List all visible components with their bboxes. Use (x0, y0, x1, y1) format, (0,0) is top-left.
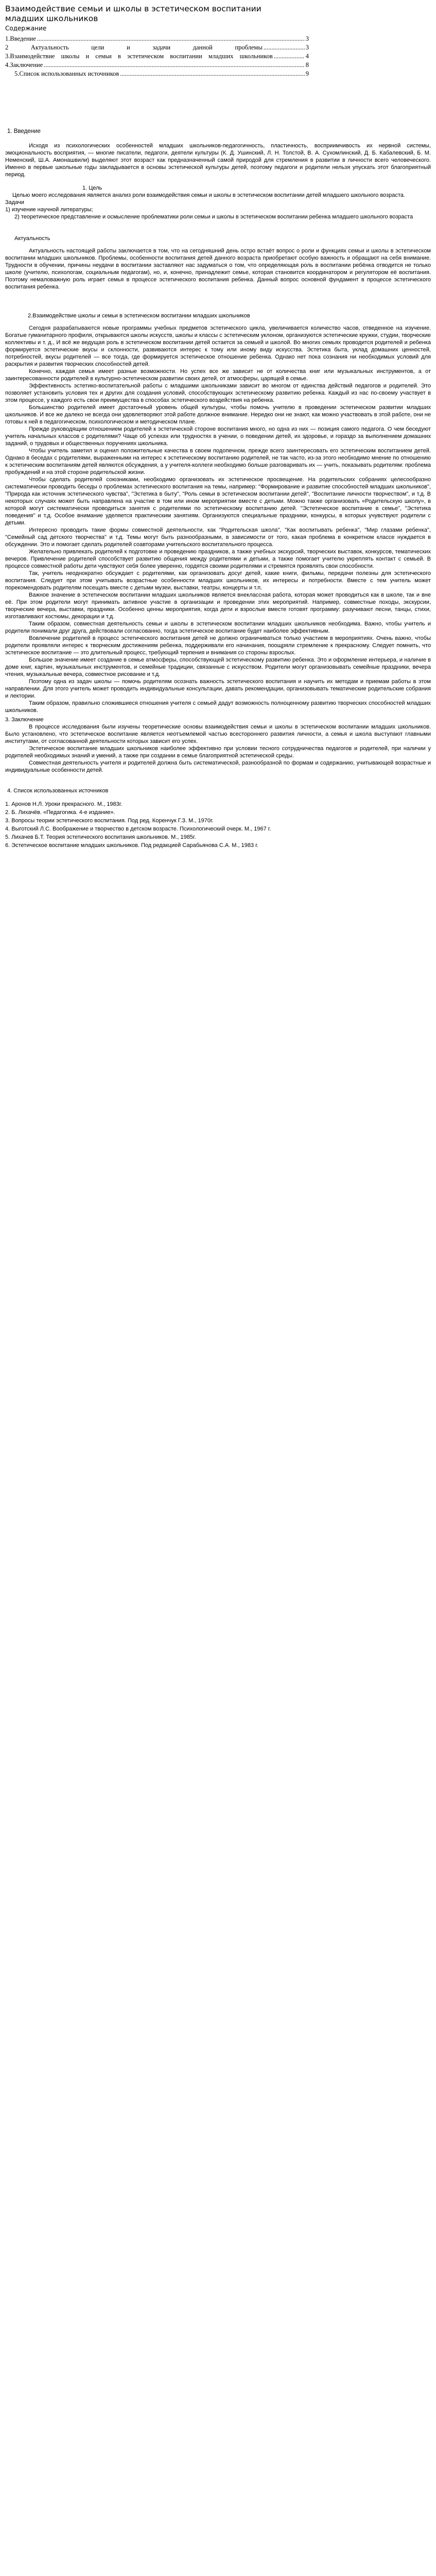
main-paragraph: Большинство родителей имеет достаточный уровень общей культуры, чтобы помочь учителю в проведении эстетическом развитии младших школьников. И все же далеко не всегда они удовлетворяют этой работе должное внимание. Нередко они не знают, как можно участвовать в этой работе, они не готовы к ней в педагогическом, психологическом и методическом плане. (5, 404, 431, 425)
toc-entry-label: 4.Заключение (5, 61, 43, 69)
table-of-contents (5, 35, 309, 78)
main-paragraph: Прежде руководящим отношением родителей к эстетической стороне воспитания много, но одна из них — позиция самого педагога. О чем беседуют учитель начальных классов с родителями? Чаще об успехах или трудностях в учении, о поведении детей, их здоровье, и гораздо за выполнением домашних заданий, о трудовых и общественных поручениях школьника. (5, 426, 431, 447)
goal-heading: 1. Цель (82, 185, 102, 191)
tasks-heading: Задачи (5, 199, 24, 206)
main-paragraph: Эффективность эстетико-воспитательной работы с младшими школьниками зависит во многом от единства действий педагогов и родителей. Это позволяет установить условия тех и других для создания условий, способствующих эстетическому развитию ребенка. Каждый из нас по-своему участвует в этом процессе, у каждого есть свои преимущества в способах эстетического воздействия на ребенка. (5, 383, 431, 403)
toc-leader (264, 43, 305, 52)
main-paragraph: Поэтому одна из задач школы — помочь родителям осознать важность эстетического воспитания и научить их методам и приемам работы в этом направлении. Для этого учитель может проводить индивидуальные консультации, давать рекомендации, организовывать тематические родительские собрания и лектории. (5, 679, 431, 699)
main-paragraph: Таким образом, правильно сложившиеся отношения учителя с семьей дадут возможность полноценному развитию творческих способностей младших школьников. (5, 700, 431, 714)
conclusion-heading: 3. Заключение (5, 717, 44, 723)
toc-entry-page: 3 (305, 35, 309, 42)
bibliography-item: 6. Эстетическое воспитание младших школьников. Под редакцией Сарабьянова С.А. М., 1983 г. (5, 842, 258, 849)
conclusion-item: Совместная деятельность учителя и родителей должна быть систематической, разнообразной по формам и содержанию, учитывающей возрастные и индивидуальные особенности детей. (5, 760, 431, 773)
main-paragraph: Чтобы сделать родителей союзниками, необходимо организовать их эстетическое просвещение. На родительских собраниях целесообразно систематически проводить беседы о проблемах эстетического воспитания на темы, например: "Формирование и развитие способностей младших школьников", "Природа как источник эстетического чувства", "Эстетика в быту", "Роль семьи в эстетическом воспитании детей", "Воспитание личности творчеством", и т.д. В некоторых случаях может быть направлена на участие в том или ином мероприятии вместе с детьми. Можно также организовать «Родительскую школу», в которой могут систематически проводиться занятия с родителями по эстетическому воспитанию детей. "Эстетическое воспитание в семье", "Эстетика поведения" и т.д. Особое внимание уделяется практическим занятиям. Организуются специальные праздники, конкурсы, в которых учувствуют родители с детьми. (5, 477, 431, 526)
toc-entry-page: 4 (305, 53, 309, 60)
conclusion-item: В процессе исследования были изучены теоретические основы взаимодействия семьи и школы в эстетическом воспитании младших школьников. Было установлено, что эстетическое воспитание является неотъемлемой частью всестороннего развития личности, а семья и школа выступают главными институтами, от согласованной деятельности которых зависит его успех. (5, 724, 431, 744)
toc-leader (120, 70, 304, 78)
toc-entry-page: 3 (305, 44, 309, 51)
toc-entry-page: 8 (305, 61, 309, 69)
bibliography-list (5, 801, 431, 849)
main-paragraph: Большое значение имеет создание в семье атмосферы, способствующей эстетическому развитию ребенка. Это и оформление интерьера, и наличие в доме книг, картин, музыкальных инструментов, и семейные традиции, связанные с искусством. Родители могут организовывать семейные праздники, вечера чтения, музыкальные вечера, совместное рисование и т.д. (5, 657, 431, 677)
main-paragraph: Так, учитель неоднократно обсуждает с родителями, как организовать досуг детей, какие книги, фильмы, передачи полезны для эстетического воспитания. Следует при этом учитывать возрастные особенности младших школьников, их интересы и потребности. Вместе с тем учитель может порекомендовать родителям посещать вместе с детьми музеи, выставки, театры, концерты и т.п. (5, 570, 431, 591)
main-paragraph: Важное значение в эстетическом воспитании младших школьников является внеклассная работа, которая может проводиться как в школе, так и вне её. При этом родители могут принимать активное участие в организации и проведении этих мероприятий. Например, совместные походы, экскурсии, творческие вечера, выставки, праздники. Особенно ценны мероприятия, когда дети и взрослые вместе готовят программу: разучивают песни, танцы, стихи, изготавливают костюмы, декорации и т.д. (5, 592, 431, 620)
main-section (5, 312, 431, 714)
toc-entry-label: 2 Актуальность цели и задачи данной проблемы (5, 44, 263, 51)
conclusion-section (5, 716, 431, 774)
main-heading: 2.Взаимодействие школы и семьи в эстетическом воспитании младших школьников (28, 313, 250, 319)
goal-paragraph: Целью моего исследования является анализ роли взаимодействия семьи и школы в эстетическом воспитании детей младшего школьного возраста. (12, 192, 405, 198)
task-item: 1) изучение научной литературы; (5, 207, 93, 213)
toc-entry[interactable] (5, 61, 309, 70)
toc-entry[interactable] (5, 52, 309, 61)
toc-entry[interactable] (5, 70, 309, 78)
bibliography-item: 2. Б. Лихачёв. «Педагогика. 4-е издание». (5, 809, 115, 816)
main-paragraph: Таким образом, совместная деятельность семьи и школы в эстетическом воспитании младших школьников необходима. Важно, чтобы учитель и родители понимали друг друга, действовали согласованно, тогда эстетическое воспитание будет наиболее эффективным. (5, 621, 431, 634)
bibliography-item: 1. Аронов Н.Л. Уроки прекрасного. М., 1983г. (5, 801, 123, 807)
toc-leader (274, 52, 305, 61)
toc-heading: Содержание (5, 25, 47, 32)
main-paragraph: Чтобы учитель заметил и оценил положительные качества в своем подопечном, прежде всего заинтересовать его эстетическим воспитанием детей. Однако в беседах с родителями, выраженными на интерес к эстетическому воспитанию родителей, не так часто, из-за этого необходимо мнение по отношению к эстетическим воспитаниям детей являются обсуждения, а у учителя-коллеги необходимо больше разговаривать их — учить, показывать родителям: проблема пробуждений и на этой стороне родительской жизни. (5, 448, 431, 476)
bibliography-heading: 4. Список использованных источников (7, 788, 109, 794)
main-paragraph: Желательно привлекать родителей к подготовке и проведению праздников, а также учебных экскурсий, творческих выставок, конкурсов, тематических вечеров. Привлечение родителей способствует развитию общения между родителями и детьми, а также помогает учителю укреплять контакт с семьей. В процессе совместной работы дети чувствуют себя более уверенно, гордятся своими родителями и стремятся проявлять свои способности. (5, 549, 431, 569)
toc-entry-label: 3.Взаимодействие школы и семьи в эстетическом воспитании младших школьников (5, 53, 273, 60)
bibliography-item: 4. Выготский Л.С. Воображение и творчество в детском возрасте. Психологический очерк. М., 1967 г. (5, 826, 271, 832)
toc-leader (37, 35, 305, 43)
introduction-heading: 1. Введение (7, 128, 41, 134)
main-paragraph: Сегодня разрабатываются новые программы учебных предметов эстетического цикла, увеличивается количество часов, отведенное на изучение. Богатые гуманитарного профиля, открываются школы искусств, школы и классы с эстетическим уклоном, организуются эстетические кружки, студии, творческие коллективы и т. д., И всё же ведущая роль в эстетическом воспитании детей остается за семьей и школой. Во многих семьях проводится родителей и ребенка формируется эстетические вкусы и склонности, развиваются интерес к тому или иному виду искусства. Эстетика быта, уклад домашних ценностей, потребностей, вкусы родителей — все тогда, где формируется эстетическое отношение ребенка. Однако нет пока сознания ни необходимых условий для раскрытия и развития творческих способностей детей. (5, 325, 431, 367)
toc-entry-page: 9 (305, 70, 309, 77)
conclusion-item: Эстетическое воспитание младших школьников наиболее эффективно при условии тесного сотрудничества педагогов и родителей, при наличии у родителей необходимых знаний и умений, а также при создании в семье благоприятной эстетической среды. (5, 745, 431, 759)
main-paragraph: Вовлечение родителей в процесс эстетического воспитания детей не должно ограничиваться только участием в мероприятиях. Очень важно, чтобы родители проявляли интерес к творческим достижениям ребенка, поддерживали его начинания, поощряли стремление к прекрасному. Следует помнить, что эстетическое воспитание — это длительный процесс, требующий терпения и внимания со стороны взрослых. (5, 635, 431, 656)
relevance-paragraph: Актуальность настоящей работы заключается в том, что на сегодняшний день остро встаёт вопрос о роли и функциях семьи и школы в эстетическом воспитании младших школьников. Проблемы, особенности воспитания детей данного возраста приобретают особую важность и обращают на себя внимание. Трудности в обучении, причины неудачи в воспитании заставляют нас задуматься о том, что определяющая роль в воспитании ребёнка отводится не только школе (учителю, психологам, социальным педагогам), но, и, конечно, принадлежит семье, которая становится координатором и регулятором её воспитания. Поэтому немаловажную роль играет семья в процессе эстетического воспитания ребенка. Данный вопрос основной фундамент в процессе эстетического воспитания ребенка. (5, 248, 431, 290)
toc-entry-label: 5.Список использованных источников (14, 70, 119, 77)
relevance-section (5, 235, 431, 291)
toc-entry[interactable] (5, 35, 309, 43)
document-title: Взаимодействие семьи и школы в эстетическом воспитании младших школьников (5, 4, 261, 23)
bibliography-section (5, 787, 431, 849)
introduction-section (5, 128, 431, 221)
toc-entry-label: 1.Введение (5, 35, 36, 42)
introduction-paragraph: Исходя из психологических особенностей младших школьников-педагогичность, пластичность, восприимчивость их нервной системы, эмоциональность восприятия, — многие писатели, педагоги, деятели культуры (К. Д. Ушинский, Л. Н. Толстой, В. А. Сухомлинский, Д. Б. Кабалевский, Б. М. Неменский, Ш.А. Амонашвили) выделяют этот возраст как предназначенный самой природой для стремления в развитии в личности всего человеческого. Именно в первые школьные годы закладывается в основы эстетической культуры детей, поэтому педагоги и родители нельзя упускать этот благоприятный период. (5, 143, 431, 178)
main-paragraph: Конечно, каждая семья имеет разные возможности. Но успех все же зависит не от количества книг или музыкальных инструментов, а от заинтересованности родителей в культурно-эстетическом развитии своих детей, от атмосферы, царящей в семье. (5, 368, 431, 382)
toc-entry[interactable] (5, 43, 309, 52)
bibliography-item: 3. Вопросы теории эстетического воспитания. Под ред. Коренчук Г.З. М., 1970г. (5, 818, 214, 824)
bibliography-item: 5. Лихачев Б.Т. Теория эстетического воспитания школьников. М., 1985г. (5, 834, 196, 840)
relevance-heading: Актуальность (14, 235, 50, 242)
task-item: 2) теоретическое представление и осмысление проблематики роли семьи и школы в эстетическом воспитании ребенка младшего школьного возраста (14, 214, 413, 220)
main-paragraph: Интересно проводить такие формы совместной деятельности, как "Родительская школа", "Как воспитывать ребенка", "Мир глазами ребенка", "Семейный сад детского творчества" и т.д. Темы могут быть разнообразными, в зависимости от того, какая проблема в конкретном классе нуждается в обсуждении. Это и помогает сделать родителей соавторами учительского воспитательного процесса. (5, 527, 431, 548)
toc-leader (44, 61, 305, 70)
